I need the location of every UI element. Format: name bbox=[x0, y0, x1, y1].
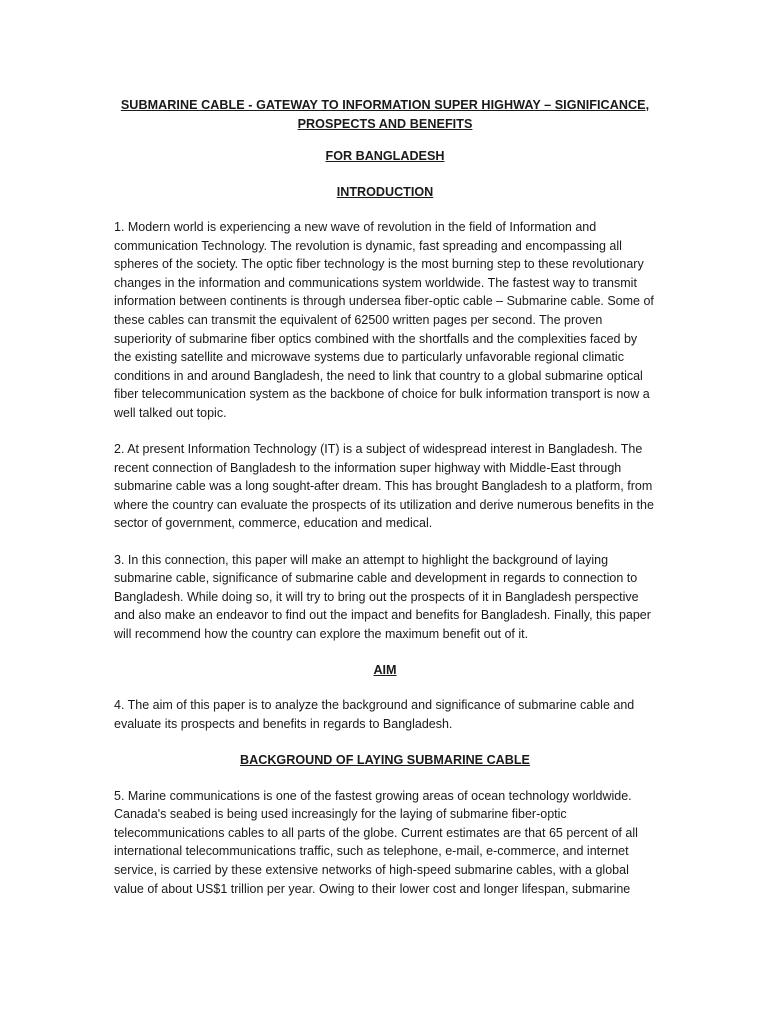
document-subtitle: FOR BANGLADESH bbox=[325, 149, 445, 163]
paragraph-3: 3. In this connection, this paper will make an attempt to highlight the background of laying submarine cable, significance of submarine cable and development in regards to connection to Bangladesh. While doing so, it will try to bring out the prospects of it in Bangladesh perspective and also make an endeavor to find out the impact and benefits for Bangladesh. Finally, this paper will recommend how the country can explore the maximum benefit out of it. bbox=[114, 552, 651, 641]
section-heading-introduction: INTRODUCTION bbox=[336, 184, 434, 199]
paragraph-5: 5. Marine communications is one of the fastest growing areas of ocean technology worldwide. Canada's seabed is being used increasingly for the laying of submarine fiber-optic telecommunications cables to all parts of the globe. Current estimates are that 65 percent of all international telecommunications traffic, such as telephone, e-mail, e-commerce, and internet service, is carried by these extensive networks of high-speed submarine cables, with a global value of about US$1 trillion per year. Owing to their lower cost and longer lifespan, submarine bbox=[114, 788, 638, 896]
document-page bbox=[114, 96, 656, 916]
document-title: SUBMARINE CABLE - GATEWAY TO INFORMATION SUPER HIGHWAY – SIGNIFICANCE, PROSPECTS AND BENEFITS bbox=[120, 98, 650, 131]
paragraph-4: 4. The aim of this paper is to analyze the background and significance of submarine cable and evaluate its prospects and benefits in regards to Bangladesh. bbox=[114, 698, 635, 732]
section-heading-background: BACKGROUND OF LAYING SUBMARINE CABLE bbox=[240, 753, 530, 768]
section-heading-aim: AIM bbox=[373, 662, 397, 677]
paragraph-2: 2. At present Information Technology (IT) is a subject of widespread interest in Bangladesh. The recent connection of Bangladesh to the information super highway with Middle-East through submarine cable was a long sought-after dream. This has brought Bangladesh to a platform, from where the country can evaluate the prospects of its utilization and derive numerous benefits in the sector of government, commerce, education and medical. bbox=[114, 442, 654, 531]
paragraph-1: 1. Modern world is experiencing a new wave of revolution in the field of Information and communication Technology. The revolution is dynamic, fast spreading and encompassing all spheres of the society. The optic fiber technology is the most burning step to these revolutionary changes in the information and communications system worldwide. The fastest way to transmit information between continents is through undersea fiber-optic cable – Submarine cable. Some of these cables can transmit the equivalent of 62500 written pages per second. The proven superiority of submarine fiber optics combined with the shortfalls and the complexities faced by the existing satellite and microwave systems due to particularly unfavorable regional climatic conditions in and around Bangladesh, the need to link that country to a global submarine optical fiber telecommunication system as the backbone of choice for bulk information transport is now a well talked out topic. bbox=[114, 220, 654, 420]
